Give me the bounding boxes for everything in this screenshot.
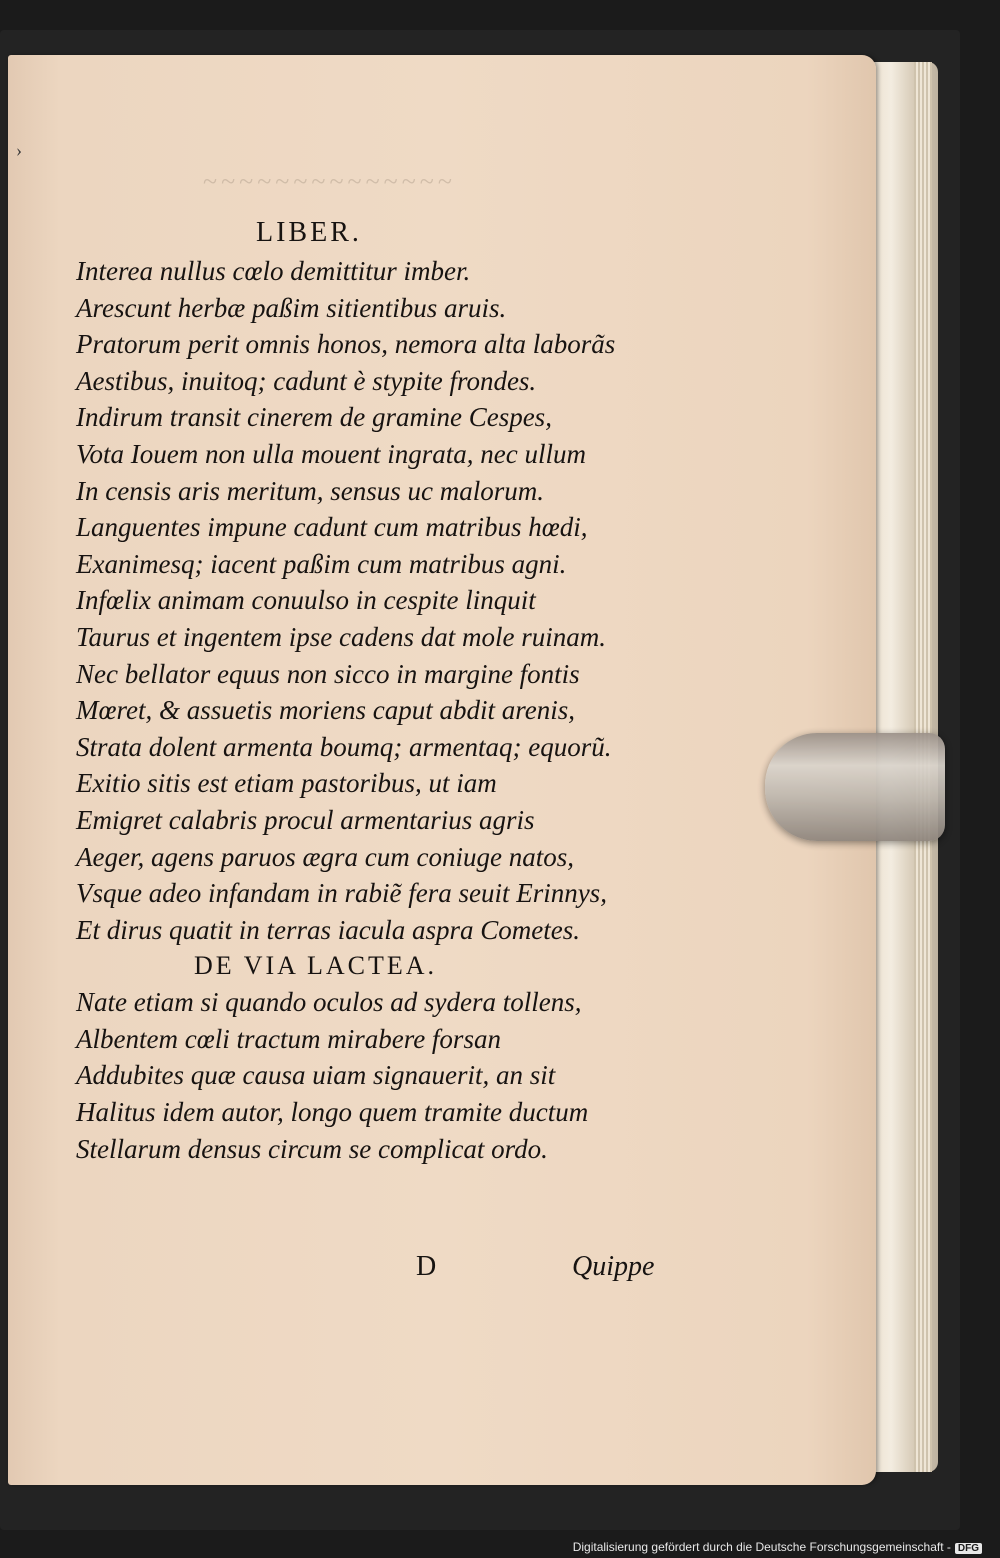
margin-mark: ›	[16, 140, 22, 160]
verse-line: Infœlix animam conuulso in cespite linquit	[76, 585, 536, 616]
verse-line: Indirum transit cinerem de gramine Cespes,	[76, 402, 552, 433]
verse-line: Languentes impune cadunt cum matribus hœdi,	[76, 512, 588, 543]
digitization-credit	[573, 1540, 982, 1554]
verse-line: Strata dolent armenta boumq; armentaq; equorũ.	[76, 731, 612, 762]
verse-line: Addubites quæ causa uiam signauerit, an sit	[76, 1060, 556, 1091]
verse-line: Aestibus, inuitoq; cadunt è stypite frondes.	[76, 365, 537, 396]
book-page	[8, 55, 876, 1485]
dfg-logo-icon: DFG	[955, 1543, 982, 1554]
show-through-text: ~~~~~~~~~~~~~~	[203, 167, 456, 196]
section-heading: DE VIA LACTEA.	[194, 951, 438, 981]
verse-line: Et dirus quatit in terras iacula aspra Cometes.	[76, 914, 581, 945]
catchword: Quippe	[572, 1251, 655, 1282]
verse-line: Taurus et ingentem ipse cadens dat mole ruinam.	[76, 621, 606, 652]
verse-line: Exanimesq; iacent paßim cum matribus agni.	[76, 548, 567, 579]
verse-line: Arescunt herbæ paßim sitientibus aruis.	[76, 292, 507, 323]
verse-line: Vota Iouem non ulla mouent ingrata, nec ullum	[76, 438, 586, 469]
verse-line: Pratorum perit omnis honos, nemora alta laborãs	[76, 329, 616, 360]
verse-line: Aeger, agens paruos ægra cum coniuge natos,	[76, 841, 574, 872]
credit-text: Digitalisierung gefördert durch die Deutsche Forschungsgemeinschaft -	[572, 1540, 951, 1554]
glass-page-clip	[765, 733, 945, 841]
verse-line: Emigret calabris procul armentarius agris	[76, 804, 535, 835]
verse-line: Exitio sitis est etiam pastoribus, ut iam	[76, 768, 497, 799]
verse-line: Nate etiam si quando oculos ad sydera tollens,	[76, 987, 582, 1018]
text-block	[76, 217, 716, 1167]
signature-mark: D	[416, 1251, 437, 1282]
verse-line: Vsque adeo infandam in rabiẽ fera seuit Erinnys,	[76, 878, 607, 909]
verse-line: Halitus idem autor, longo quem tramite ductum	[76, 1097, 589, 1128]
verse-line: Interea nullus cœlo demittitur imber.	[76, 256, 471, 286]
running-head: LIBER.	[256, 217, 362, 248]
verse-line: Stellarum densus circum se complicat ordo.	[76, 1133, 548, 1164]
footer-line	[76, 1251, 716, 1291]
verse-line: Mœret, & assuetis moriens caput abdit arenis,	[76, 695, 575, 726]
verse-line: Nec bellator equus non sicco in margine fontis	[76, 658, 580, 689]
verse-line: In censis aris meritum, sensus uc malorum.	[76, 475, 544, 506]
verse-line: Albentem cœli tractum mirabere forsan	[76, 1023, 501, 1054]
